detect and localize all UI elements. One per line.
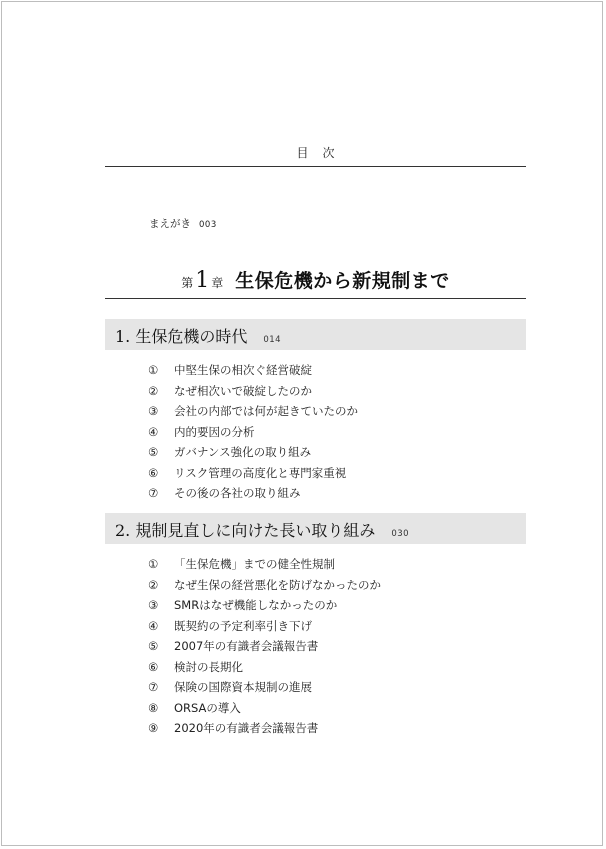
toc-item[interactable] <box>148 597 381 618</box>
toc-item[interactable] <box>148 618 381 639</box>
item-text: 2007年の有識者会議報告書 <box>174 639 319 653</box>
section-title <box>115 324 281 347</box>
toc-item[interactable] <box>148 465 358 486</box>
item-text: 検討の長期化 <box>174 659 243 674</box>
item-text: なぜ相次いで破綻したのか <box>174 383 312 398</box>
item-marker: ⑦ <box>148 680 159 694</box>
foreword-entry[interactable] <box>149 216 217 231</box>
toc-item[interactable] <box>148 720 381 741</box>
item-marker: ⑥ <box>148 659 159 674</box>
section-heading-2[interactable] <box>105 513 526 544</box>
item-text: SMRはなぜ機能しなかったのか <box>174 598 338 612</box>
item-marker: ② <box>148 577 159 592</box>
toc-item[interactable] <box>148 700 381 721</box>
item-marker: ④ <box>148 424 159 439</box>
section-page: 030 <box>391 529 410 539</box>
item-marker: ① <box>148 363 159 377</box>
foreword-label: まえがき <box>149 218 191 230</box>
toc-item[interactable] <box>148 383 358 404</box>
item-marker: ⑤ <box>148 445 159 459</box>
item-text: 「生保危機」までの健全性規制 <box>174 557 335 571</box>
foreword-page: 003 <box>199 220 217 230</box>
section-heading-1[interactable] <box>105 319 526 350</box>
chapter-suffix: 章 <box>211 276 224 290</box>
item-marker: ② <box>148 383 159 398</box>
toc-item[interactable] <box>148 556 381 577</box>
item-marker: ⑧ <box>148 700 159 715</box>
section-page: 014 <box>263 335 282 345</box>
toc-item[interactable] <box>148 679 381 700</box>
toc-item[interactable] <box>148 444 358 465</box>
item-text: その後の各社の取り組み <box>174 486 301 500</box>
toc-item[interactable] <box>148 638 381 659</box>
section-title-text: 2. 規制見直しに向けた長い取り組み <box>115 521 376 540</box>
item-text: 既契約の予定利率引き下げ <box>174 618 312 633</box>
toc-item[interactable] <box>148 424 358 445</box>
item-marker: ⑨ <box>148 721 159 735</box>
toc-item[interactable] <box>148 659 381 680</box>
toc-item[interactable] <box>148 362 358 383</box>
title-rule <box>105 166 526 167</box>
section-2-items <box>148 556 381 741</box>
item-marker: ① <box>148 557 159 571</box>
item-text: 2020年の有識者会議報告書 <box>174 721 319 735</box>
item-text: ORSAの導入 <box>174 700 241 715</box>
item-marker: ③ <box>148 598 159 612</box>
item-text: リスク管理の高度化と専門家重視 <box>174 465 347 480</box>
item-text: なぜ生保の経営悪化を防げなかったのか <box>174 577 381 592</box>
toc-item[interactable] <box>148 403 358 424</box>
item-marker: ⑤ <box>148 639 159 653</box>
item-text: ガバナンス強化の取り組み <box>174 445 312 459</box>
item-marker: ⑦ <box>148 486 159 500</box>
item-marker: ④ <box>148 618 159 633</box>
section-1-items <box>148 362 358 506</box>
section-title-text: 1. 生保危機の時代 <box>115 327 248 346</box>
toc-item[interactable] <box>148 485 358 506</box>
item-marker: ⑥ <box>148 465 159 480</box>
chapter-rule <box>105 298 526 299</box>
item-text: 保険の国際資本規制の進展 <box>174 680 312 694</box>
toc-title: 目次 <box>296 146 349 160</box>
chapter-prefix: 第 <box>181 276 194 290</box>
chapter-title: 生保危機から新規制まで <box>235 270 450 292</box>
chapter-number: 1 <box>195 268 210 293</box>
section-title <box>115 518 409 541</box>
toc-item[interactable] <box>148 577 381 598</box>
item-marker: ③ <box>148 404 159 418</box>
item-text: 会社の内部では何が起きていたのか <box>174 404 358 418</box>
item-text: 内的要因の分析 <box>174 424 255 439</box>
item-text: 中堅生保の相次ぐ経営破綻 <box>174 363 312 377</box>
chapter-heading <box>105 266 526 293</box>
